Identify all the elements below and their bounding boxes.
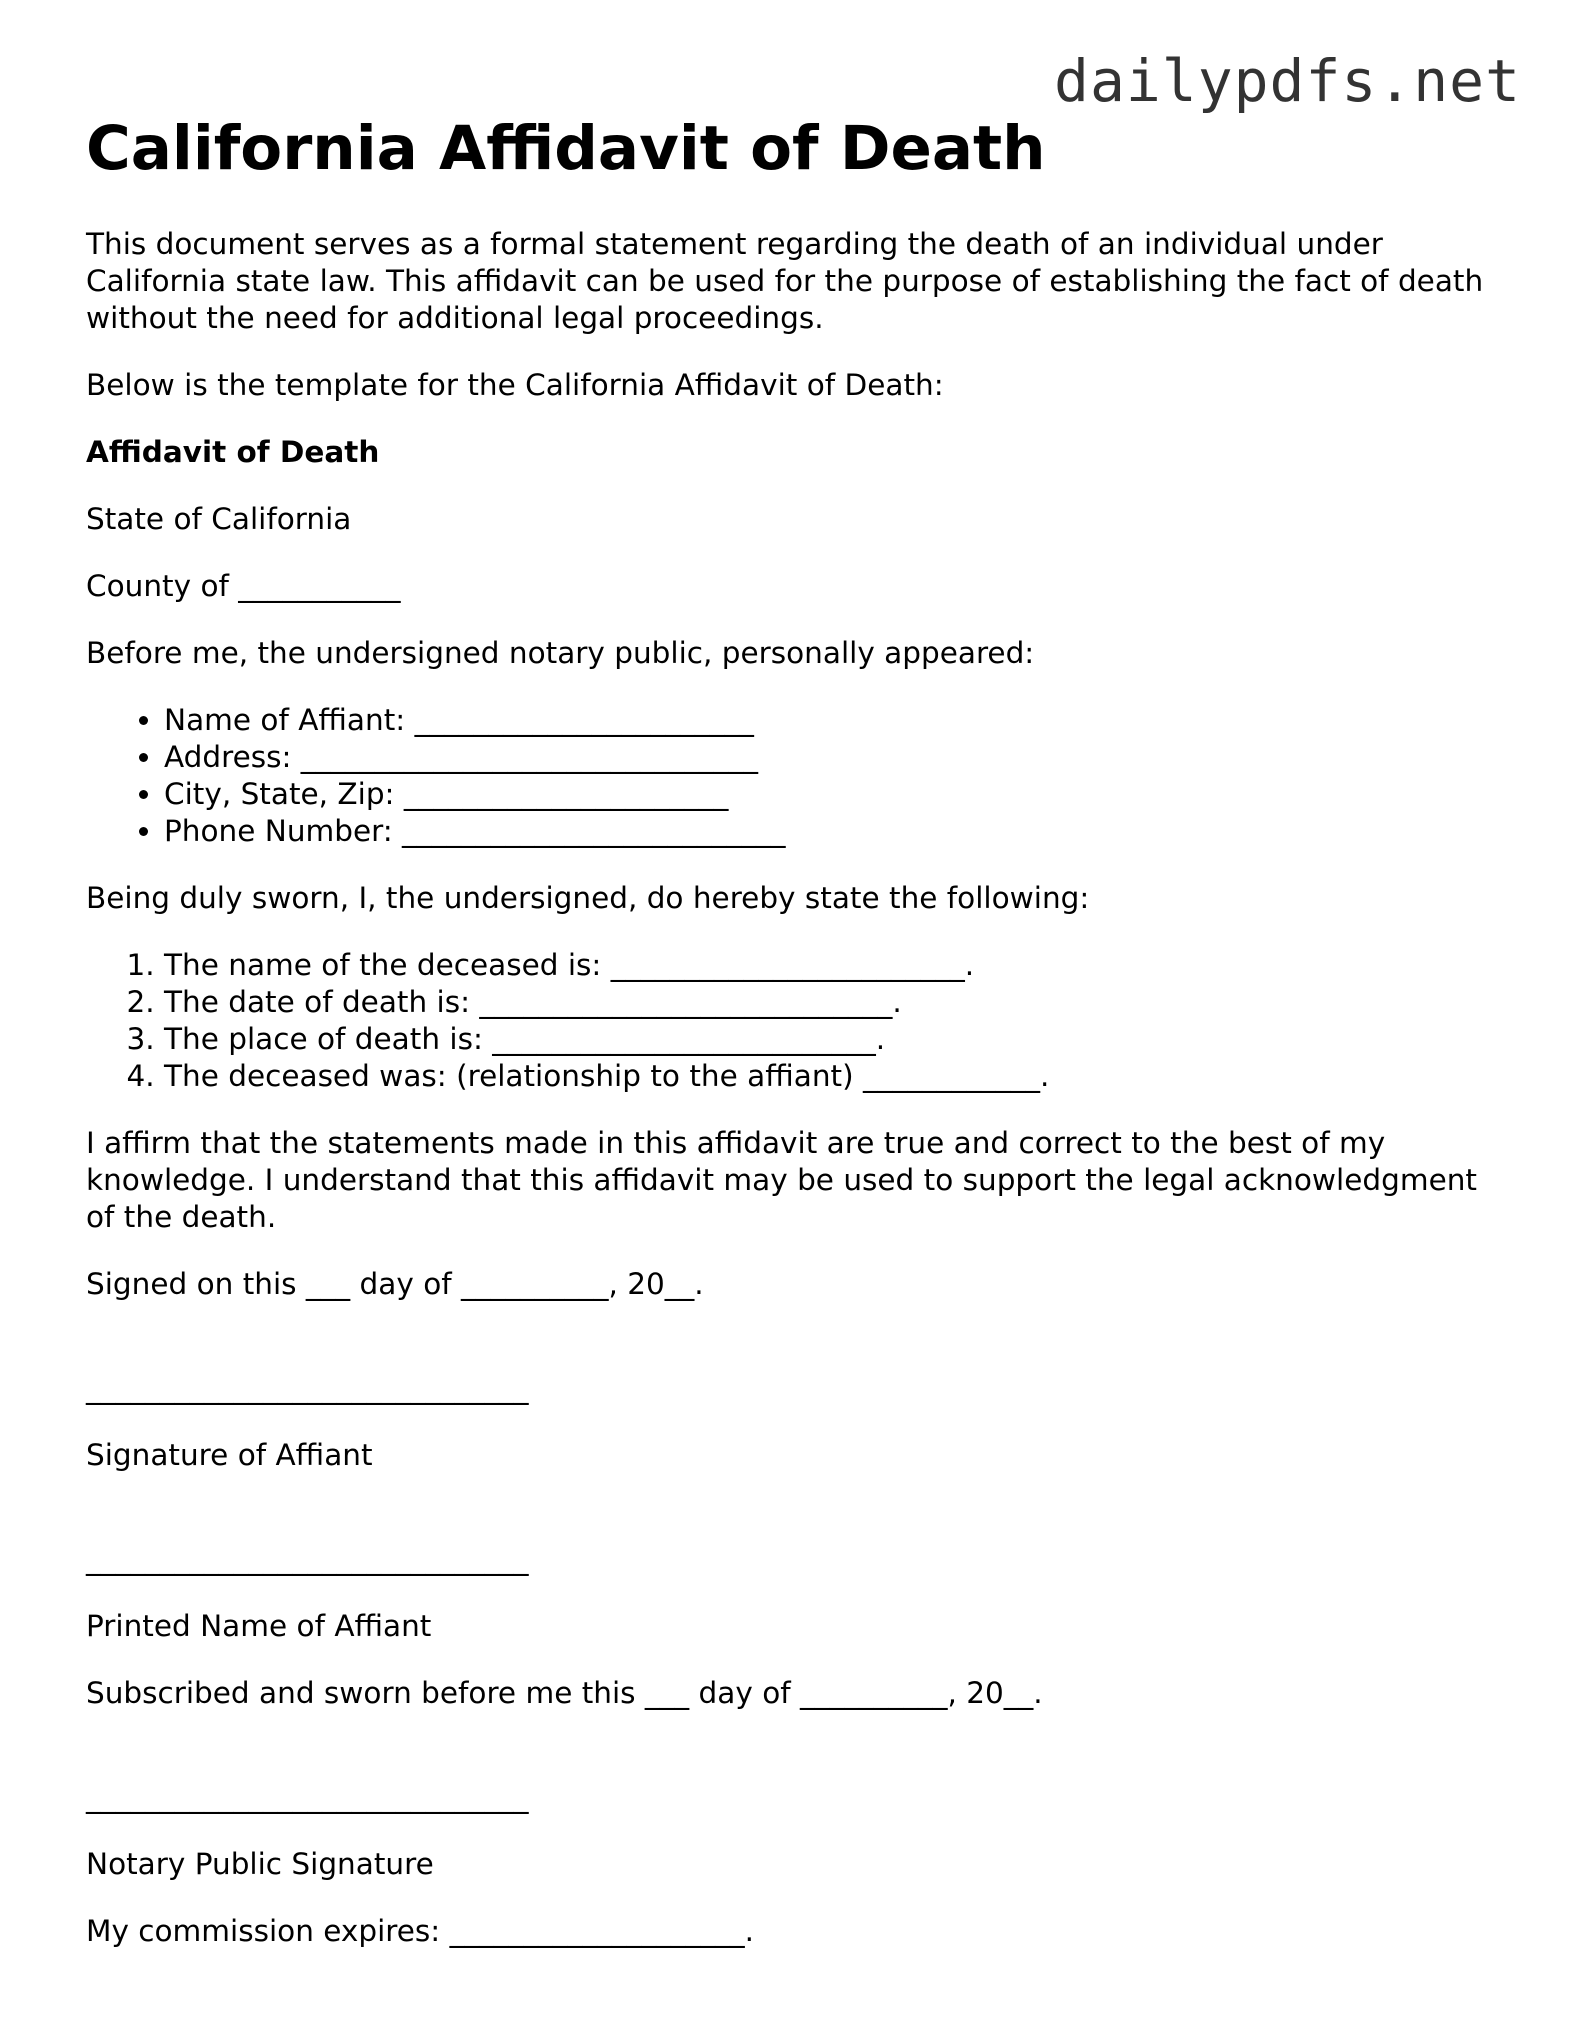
affiant-phone-field: • Phone Number: __________________________ [164, 813, 1496, 850]
notary-signature-line: ______________________________ [86, 1780, 529, 1814]
watermark: dailypdfs.net [1054, 47, 1521, 115]
signed-on-line: Signed on this ___ day of __________, 20__. [86, 1267, 704, 1301]
deceased-name-statement: 1. The name of the deceased is: ________________________. [164, 947, 1496, 984]
affiant-address-field: • Address: _______________________________ [164, 739, 1496, 776]
place-of-death-statement: 3. The place of death is: __________________________. [164, 1021, 1496, 1058]
document-body [86, 112, 1496, 1950]
document-title: California Affidavit of Death [86, 113, 1046, 184]
section-heading: Affidavit of Death [86, 435, 380, 469]
affiant-name-field: • Name of Affiant: _______________________ [164, 702, 1496, 739]
affirmation-paragraph: I affirm that the statements made in this affidavit are true and correct to the best of my knowledge. I understand that this affidavit may be used to support the legal acknowledgment of the death. [86, 1126, 1477, 1234]
affiant-signature-label: Signature of Affiant [86, 1438, 373, 1472]
date-of-death-statement: 2. The date of death is: ____________________________. [164, 984, 1496, 1021]
commission-expires-line: My commission expires: ____________________. [86, 1914, 754, 1948]
affiant-city-state-zip-field: • City, State, Zip: ______________________ [164, 776, 1496, 813]
sworn-statement: Being duly sworn, I, the undersigned, do hereby state the following: [86, 881, 1090, 915]
before-me-line: Before me, the undersigned notary public, personally appeared: [86, 636, 1035, 670]
intro-paragraph: This document serves as a formal statement regarding the death of an individual under California state law. This affidavit can be used for the purpose of establishing the fact of death without the need for additional legal proceedings. [86, 227, 1484, 335]
notary-signature-label: Notary Public Signature [86, 1847, 434, 1881]
affiant-signature-line: ______________________________ [86, 1371, 529, 1405]
printed-name-label: Printed Name of Affiant [86, 1609, 432, 1643]
subscribed-line: Subscribed and sworn before me this ___ day of __________, 20__. [86, 1676, 1043, 1710]
state-line: State of California [86, 502, 352, 536]
affiant-fields-list [86, 702, 1496, 850]
county-line: County of ___________ [86, 569, 401, 603]
printed-name-line: ______________________________ [86, 1542, 529, 1576]
relationship-statement: 4. The deceased was: (relationship to the affiant) ____________. [164, 1058, 1496, 1095]
template-note: Below is the template for the California Affidavit of Death: [86, 368, 944, 402]
statements-list [86, 947, 1496, 1095]
